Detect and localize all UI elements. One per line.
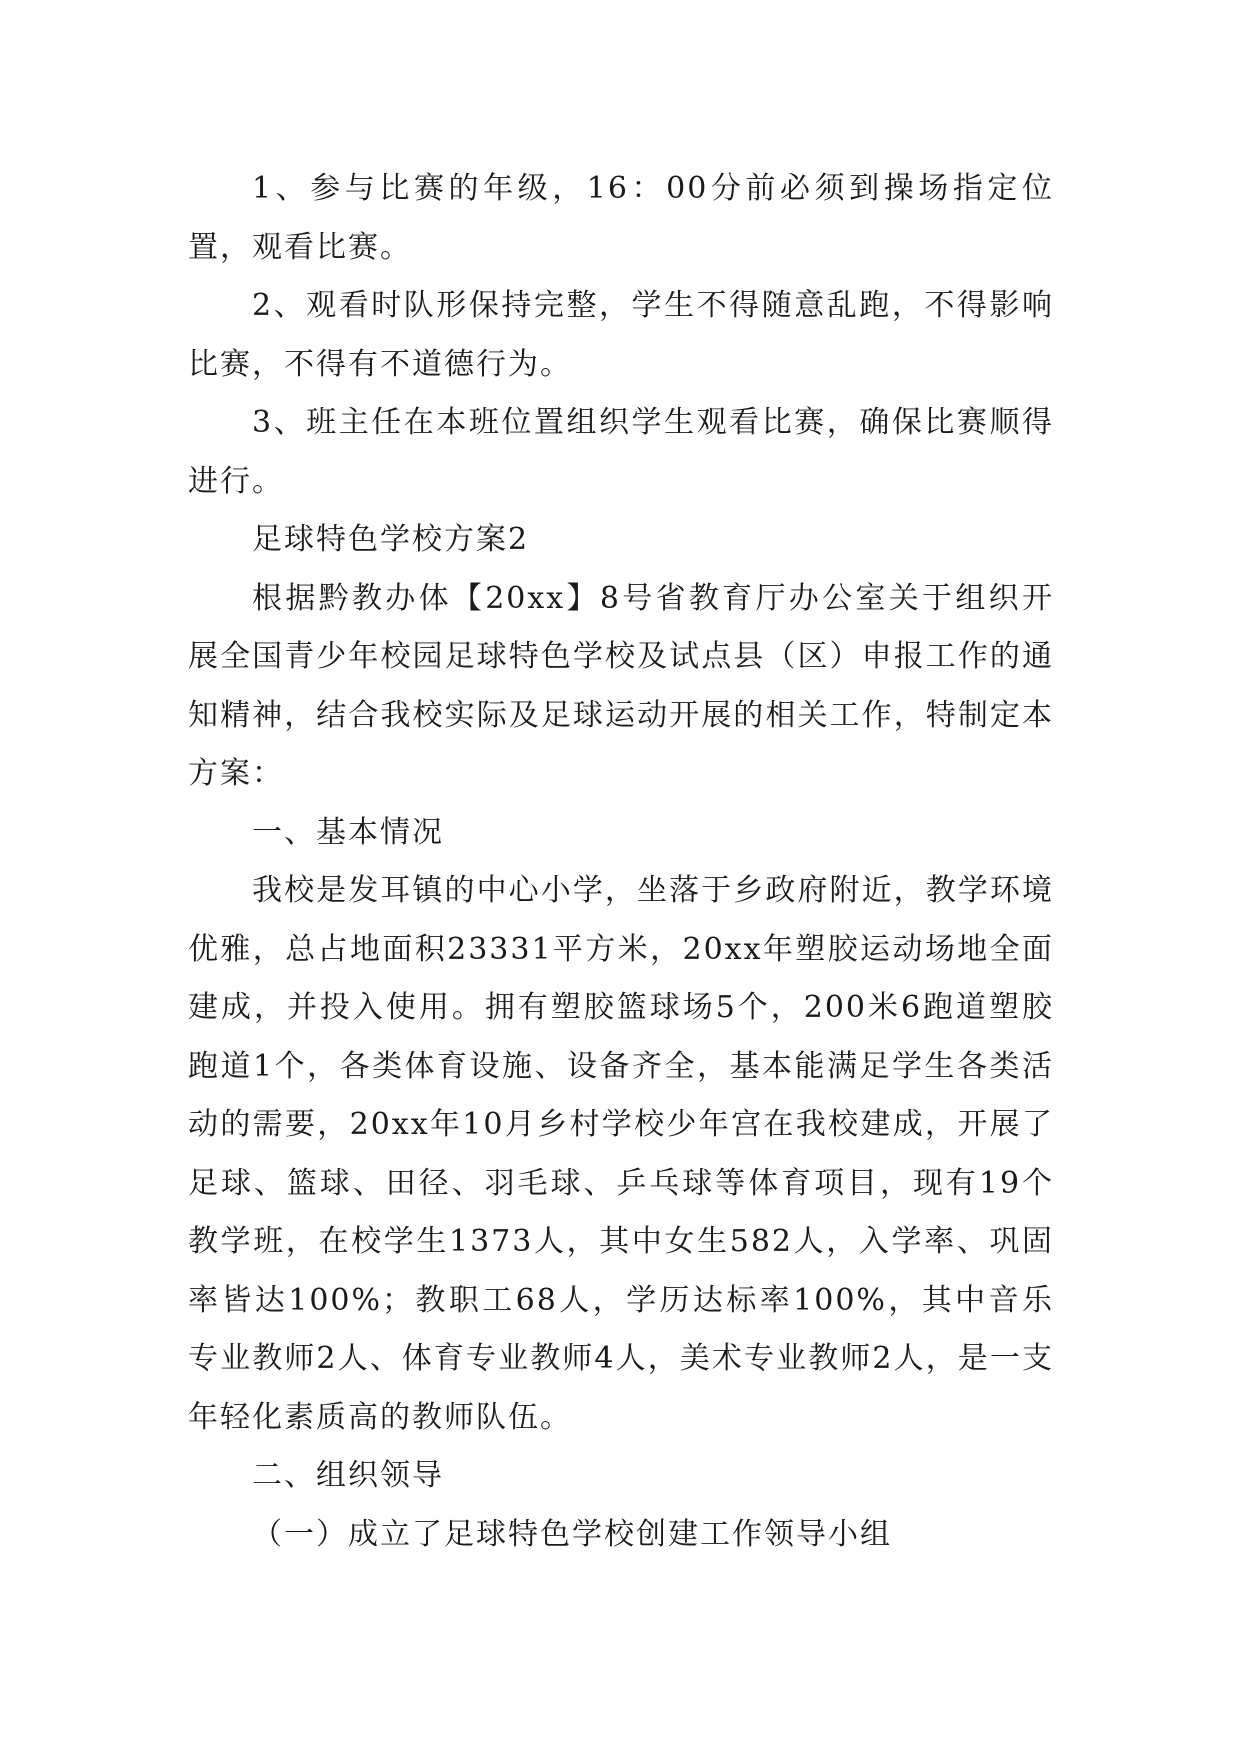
intro-paragraph: 根据黔教办体【20xx】8号省教育厅办公室关于组织开展全国青少年校园足球特色学校及试点县（区）申报工作的通知精神，结合我校实际及足球运动开展的相关工作，特制定本方案： xyxy=(188,580,1054,791)
document-body xyxy=(188,160,1054,1564)
heading-basic-info: 一、基本情况 xyxy=(252,814,444,850)
basic-info-paragraph: 我校是发耳镇的中心小学，坐落于乡政府附近，教学环境优雅，总占地面积23331平方米，20xx年塑胶运动场地全面建成，并投入使用。拥有塑胶篮球场5个，200米6跑道塑胶跑道1个，各类体育设施、设备齐全，基本能满足学生各类活动的需要，20xx年10月乡村学校少年宫在我校建成，开展了足球、篮球、田径、羽毛球、乒乓球等体育项目，现有19个教学班，在校学生1373人，其中女生582人，入学率、巩固率皆达100%；教职工68人，学历达标率100%，其中音乐专业教师2人、体育专业教师4人，美术专业教师2人，是一支年轻化素质高的教师队伍。 xyxy=(188,873,1054,1435)
section-title: 足球特色学校方案2 xyxy=(252,522,530,557)
subheading-leadership-group: （一）成立了足球特色学校创建工作领导小组 xyxy=(252,1516,892,1552)
rule-paragraph-2: 2、观看时队形保持完整，学生不得随意乱跑，不得影响比赛，不得有不道德行为。 xyxy=(188,288,1054,382)
rule-paragraph-1: 1、参与比赛的年级，16：00分前必须到操场指定位置，观看比赛。 xyxy=(188,171,1054,265)
rule-paragraph-3: 3、班主任在本班位置组织学生观看比赛，确保比赛顺得进行。 xyxy=(188,405,1054,499)
heading-organization: 二、组织领导 xyxy=(252,1458,444,1493)
